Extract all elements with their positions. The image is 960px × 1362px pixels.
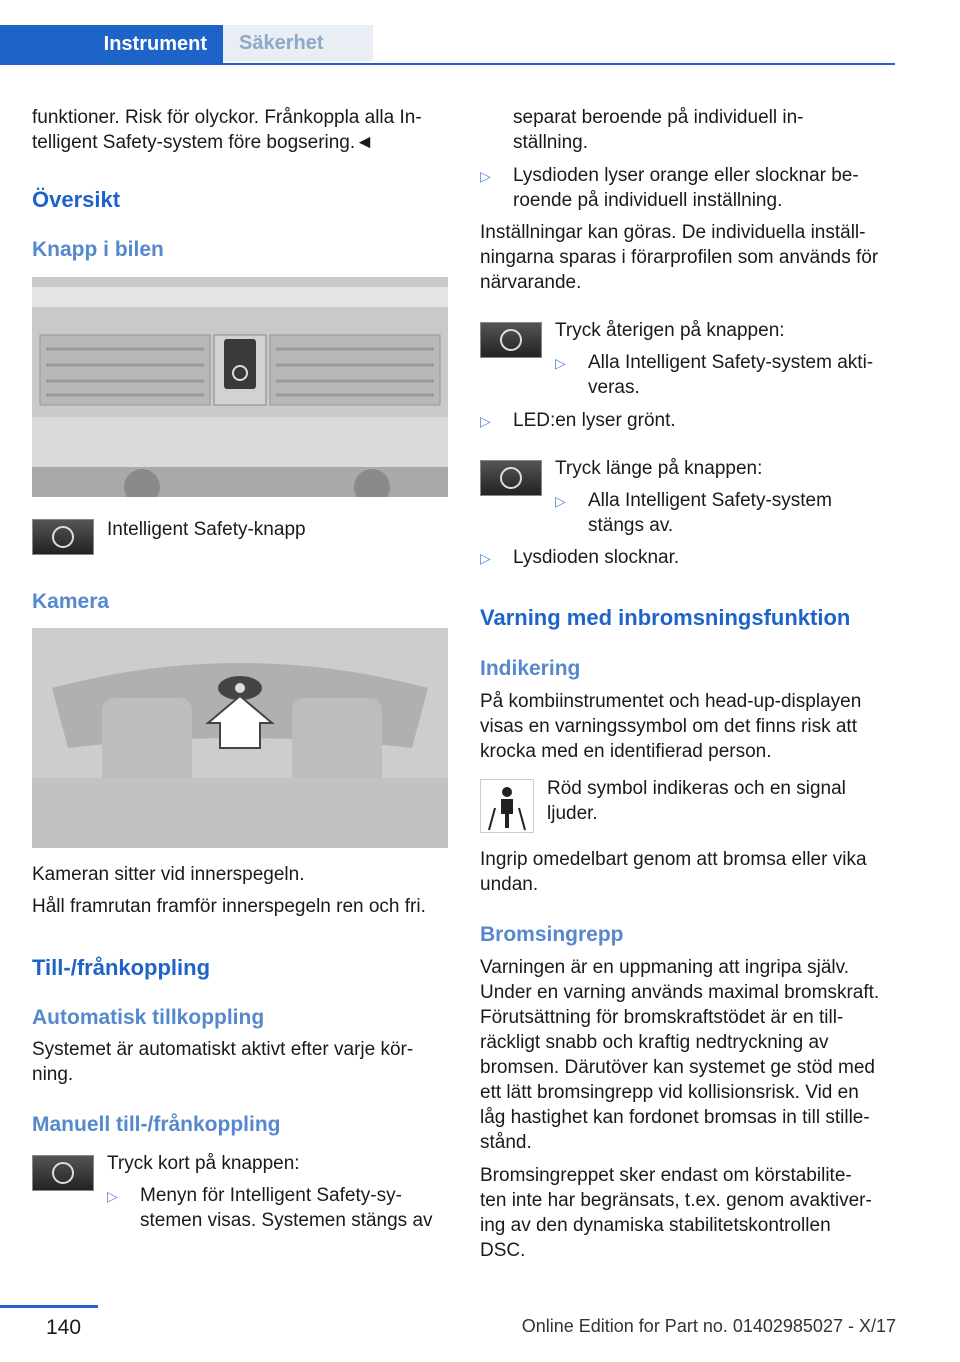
step2-b1-line-2: veras. [588, 377, 640, 398]
heading-knapp-i-bilen: Knapp i bilen [32, 238, 164, 261]
page-number: 140 [46, 1316, 82, 1339]
br-line-1: Varningen är en uppmaning att ingripa själv. [480, 957, 849, 978]
br2-line-2: ten inte har begränsats, t.ex. genom avaktiver‐ [480, 1190, 872, 1211]
bullet-icon: ▷ [107, 1188, 118, 1204]
step3-b1-line-2: stängs av. [588, 515, 674, 536]
br-line-4: räckligt snabb och kraftig nedtryckning av [480, 1032, 829, 1053]
br-line-8: stånd. [480, 1132, 532, 1153]
bullet-icon: ▷ [480, 413, 491, 429]
ind-line-1: På kombiinstrumentet och head-up-displayen [480, 691, 862, 712]
heading-oversikt: Översikt [32, 187, 121, 212]
step2-b2: LED:en lyser grönt. [513, 410, 676, 431]
safety-button-icon-press-again [480, 322, 542, 358]
br-line-3: Förutsättning för bromskraftstödet är en till‐ [480, 1007, 844, 1028]
intelligent-safety-button-icon [32, 519, 94, 555]
bullet-icon: ▷ [480, 550, 491, 566]
auto-line-1: Systemet är automatiskt aktivt efter varje kör‐ [32, 1039, 414, 1060]
manuell-bullet-line-2: stemen visas. Systemen stängs av [140, 1210, 433, 1231]
p1-line-1: Inställningar kan göras. De individuella inställ‐ [480, 222, 866, 243]
dashboard-illustration [32, 277, 448, 497]
windshield-illustration [32, 628, 448, 848]
step3-b1-line-1: Alla Intelligent Safety-system [588, 490, 832, 511]
kamera-line-1: Kameran sitter vid innerspegeln. [32, 864, 305, 885]
heading-kamera: Kamera [32, 590, 110, 613]
heading-bromsingrepp: Bromsingrepp [480, 923, 624, 946]
dashboard-button-photo [32, 277, 448, 497]
footer-accent-line [0, 1305, 98, 1308]
p1-line-3: närvarande. [480, 272, 582, 293]
chapter-tabs [0, 25, 895, 65]
br-line-2: Under en varning används maximal bromskraft. [480, 982, 880, 1003]
manuell-step: Tryck kort på knappen: [107, 1153, 300, 1174]
step2: Tryck återigen på knappen: [555, 320, 785, 341]
sym-line-2: ljuder. [547, 803, 598, 824]
p1-line-2: ningarna sparas i förarprofilen som används för [480, 247, 879, 268]
auto-line-2: ning. [32, 1064, 74, 1085]
step3: Tryck länge på knappen: [555, 458, 763, 479]
knapp-caption: Intelligent Safety-knapp [107, 519, 306, 540]
br-line-5: bromsen. Därutöver kan systemet ge stöd med [480, 1057, 875, 1078]
b2-line-2: roende på individuell inställning. [513, 190, 783, 211]
heading-manuell: Manuell till-/frånkoppling [32, 1113, 281, 1136]
ind-line-2: visas en varningssymbol om det finns risk att [480, 716, 857, 737]
ingrip-line-1: Ingrip omedelbart genom att bromsa eller vika [480, 849, 867, 870]
ingrip-line-2: undan. [480, 874, 539, 895]
br2-line-4: DSC. [480, 1240, 526, 1261]
bullet-icon: ▷ [480, 168, 491, 184]
ind-line-3: krocka med en identifierad person. [480, 741, 772, 762]
safety-button-icon-short-press [32, 1155, 94, 1191]
heading-automatisk-tillkoppling: Automatisk tillkoppling [32, 1006, 265, 1029]
br2-line-3: ing av den dynamiska stabilitetskontrollen [480, 1215, 831, 1236]
intro-line-2: telligent Safety-system före bogsering.◄ [32, 132, 374, 153]
tab-instrument[interactable]: Instrument [0, 25, 223, 63]
heading-till-frankoppling: Till-/frånkoppling [32, 955, 211, 980]
edition-footer: Online Edition for Part no. 01402985027 - X/17 [521, 1316, 896, 1336]
safety-button-icon-long-press [480, 460, 542, 496]
tab-sakerhet[interactable]: Säkerhet [223, 25, 373, 61]
heading-varning: Varning med inbromsningsfunktion [480, 605, 851, 630]
bullet-icon: ▷ [555, 355, 566, 371]
intro-line-1: funktioner. Risk för olyckor. Frånkoppla alla In‐ [32, 107, 422, 128]
br2-line-1: Bromsingreppet sker endast om körstabilite‐ [480, 1165, 852, 1186]
b2-line-1: Lysdioden lyser orange eller slocknar be‐ [513, 165, 859, 186]
cont-line-1: separat beroende på individuell in‐ [513, 107, 804, 128]
step2-b1-line-1: Alla Intelligent Safety-system akti‐ [588, 352, 874, 373]
heading-indikering: Indikering [480, 657, 581, 680]
br-line-7: låg hastighet kan fordonet bromsas in till stille‐ [480, 1107, 870, 1128]
camera-photo [32, 628, 448, 848]
step3-b2: Lysdioden slocknar. [513, 547, 680, 568]
sym-line-1: Röd symbol indikeras och en signal [547, 778, 846, 799]
cont-line-2: ställning. [513, 132, 588, 153]
bullet-icon: ▷ [555, 493, 566, 509]
kamera-line-2: Håll framrutan framför innerspegeln ren och fri. [32, 896, 426, 917]
pedestrian-warning-icon [480, 779, 534, 833]
br-line-6: ett lätt bromsingrepp vid kollisionsrisk. Vid en [480, 1082, 859, 1103]
manuell-bullet-line-1: Menyn för Intelligent Safety-sy‐ [140, 1185, 402, 1206]
